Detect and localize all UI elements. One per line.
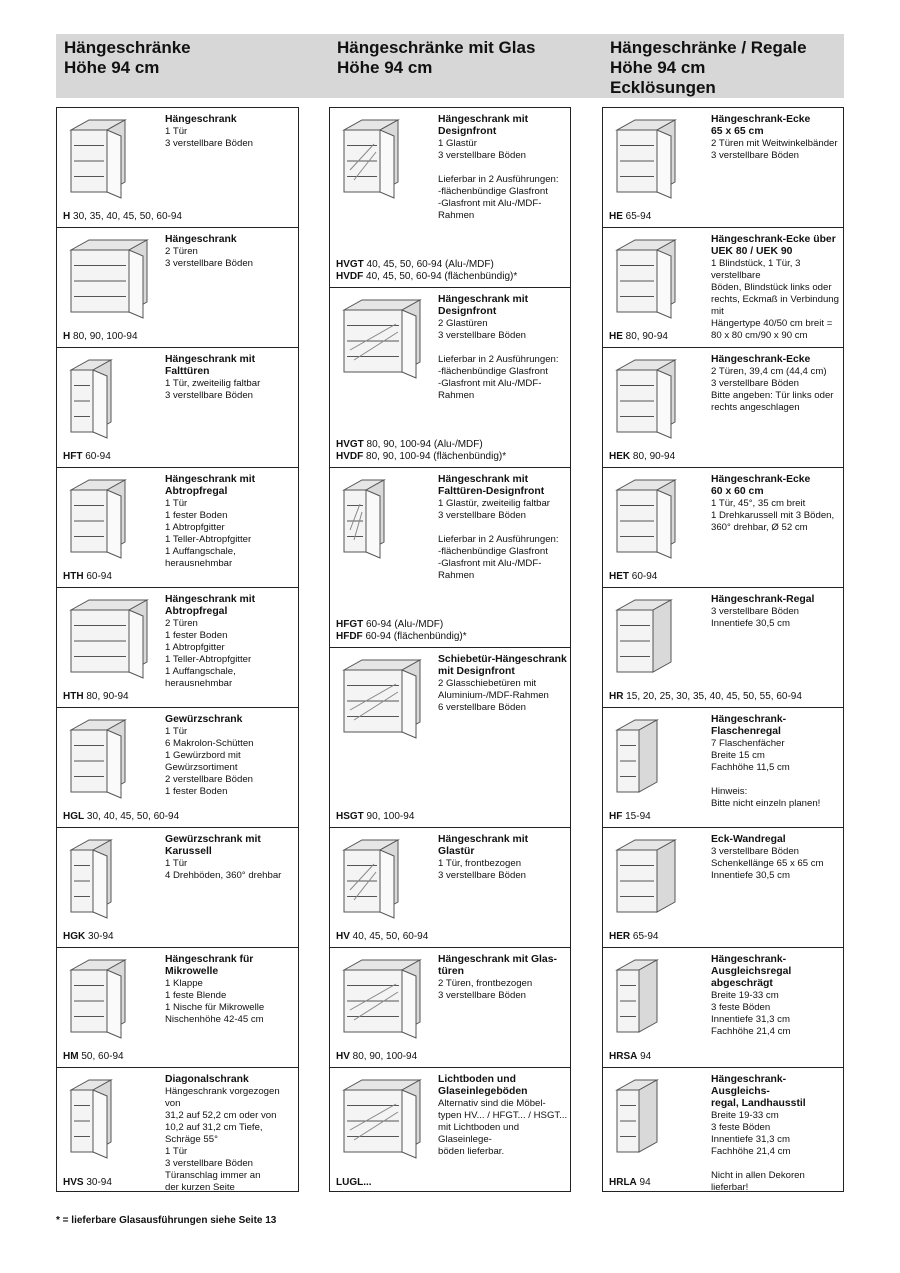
type-code: HF xyxy=(609,811,623,822)
product-specs: 2 Glasschiebetüren mit Aluminium-/MDF-Rahmen 6 verstellbare Böden xyxy=(438,678,549,713)
product-description xyxy=(711,714,841,810)
product-card xyxy=(603,348,843,468)
product-card xyxy=(603,708,843,828)
product-code xyxy=(63,931,114,943)
product-card xyxy=(603,468,843,588)
corner-cabinet-icon xyxy=(607,114,703,206)
product-code xyxy=(609,1177,651,1189)
product-title: Hängeschrank mit Glas- türen xyxy=(438,954,557,977)
product-code xyxy=(336,259,517,283)
product-title: Hängeschrank- Flaschenregal xyxy=(711,714,787,737)
product-title: Hängeschrank xyxy=(165,234,237,245)
product-title: Hängeschrank-Regal xyxy=(711,594,815,605)
available-widths: 90, 100-94 xyxy=(363,811,415,822)
type-code: HRLA xyxy=(609,1177,637,1188)
spice-cabinet-icon xyxy=(61,714,157,806)
product-card xyxy=(57,348,298,468)
product-code xyxy=(336,811,414,823)
product-title: Hängeschrank mit Abtropfregal xyxy=(165,594,256,617)
glass-doors-cabinet-icon xyxy=(334,954,430,1046)
type-code: HFT xyxy=(63,451,83,462)
product-title: Hängeschrank-Ecke xyxy=(711,354,811,365)
product-description xyxy=(438,654,568,714)
type-code: HV xyxy=(336,931,350,942)
product-card xyxy=(330,948,570,1068)
type-code: HE xyxy=(609,331,623,342)
country-shelf-icon xyxy=(607,1074,703,1166)
product-code xyxy=(63,691,129,703)
type-code: H xyxy=(63,331,71,342)
product-specs: 1 Tür 6 Makrolon-Schütten 1 Gewürzbord mit Gewürzsortiment 2 verstellbare Böden 1 fester Boden xyxy=(165,726,254,797)
available-widths: 94 xyxy=(637,1051,652,1062)
column-heading-ecklosungen: Hängeschränke / Regale Höhe 94 cm Ecklösungen xyxy=(610,38,807,97)
product-title: Hängeschrank-Ecke 60 x 60 cm xyxy=(711,474,811,497)
product-code xyxy=(609,931,658,943)
product-description xyxy=(711,114,841,162)
product-title: Hängeschrank mit Designfront xyxy=(438,114,529,137)
corner-cabinet-2door-icon xyxy=(607,354,703,446)
type-code: HM xyxy=(63,1051,79,1062)
product-card xyxy=(330,648,570,828)
type-code: LUGL... xyxy=(336,1177,372,1188)
product-description xyxy=(165,594,296,690)
product-specs: Alternativ sind die Möbel- typen HV... / HFGT... / HSGT... mit Lichtboden und Glaseinlege- böden lieferbar. xyxy=(438,1098,568,1157)
product-card xyxy=(57,948,298,1068)
product-title: Lichtboden und Glaseinlegeböden xyxy=(438,1074,528,1097)
available-widths: 65-94 xyxy=(630,931,659,942)
product-code xyxy=(336,619,467,643)
product-title: Hängeschrank- Ausgleichsregal abgeschrägt xyxy=(711,954,792,989)
glass-folding-cabinet-icon xyxy=(334,474,430,566)
product-specs: 1 Tür, frontbezogen 3 verstellbare Böden xyxy=(438,858,526,881)
product-specs: 1 Tür, 45°, 35 cm breit 1 Drehkarussell mit 3 Böden, 360° drehbar, Ø 52 cm xyxy=(711,498,835,533)
product-title: Gewürzschrank xyxy=(165,714,243,725)
product-card xyxy=(330,1068,570,1193)
product-specs: 1 Tür 3 verstellbare Böden xyxy=(165,126,253,149)
product-description xyxy=(711,1074,841,1194)
product-title: Hängeschrank xyxy=(165,114,237,125)
glass-cabinet-2door-icon xyxy=(334,294,430,386)
available-widths: 94 xyxy=(636,1177,651,1188)
available-widths: 60-94 xyxy=(83,571,112,582)
product-code xyxy=(609,211,651,223)
product-description xyxy=(165,114,296,150)
type-code: HFGT xyxy=(336,619,364,630)
product-description xyxy=(165,714,296,798)
product-specs: 1 Glastür 3 verstellbare Böden Lieferbar in 2 Ausführungen: -flächenbündige Glasfront -Glasfront mit Alu-/MDF-Rahmen xyxy=(438,138,559,221)
type-code: HGL xyxy=(63,811,85,822)
product-card xyxy=(57,1068,298,1193)
product-description xyxy=(711,234,841,342)
type-code: HE xyxy=(609,211,623,222)
type-code: HSGT xyxy=(336,811,364,822)
product-card xyxy=(603,588,843,708)
product-description xyxy=(165,954,296,1026)
corner-carousel-icon xyxy=(607,474,703,566)
product-specs: 1 Glastür, zweiteilig faltbar 3 verstellbare Böden Lieferbar in 2 Ausführungen: -flächenbündige Glasfront -Glasfront mit Alu-/MDF-Rahmen xyxy=(438,498,559,581)
glass-cabinet-icon xyxy=(334,114,430,206)
product-description xyxy=(438,294,568,402)
glass-door-cabinet-icon xyxy=(334,834,430,926)
product-title: Hängeschrank-Ecke über UEK 80 / UEK 90 xyxy=(711,234,836,257)
product-code xyxy=(63,211,182,223)
product-card xyxy=(603,1068,843,1193)
product-column-haengeschraenke xyxy=(56,107,299,1192)
product-specs: 1 Tür 4 Drehböden, 360° drehbar xyxy=(165,858,282,881)
product-specs: 3 verstellbare Böden Schenkellänge 65 x 65 cm Innentiefe 30,5 cm xyxy=(711,846,824,881)
corner-cabinet-blind-icon xyxy=(607,234,703,326)
product-specs: 1 Tür 1 fester Boden 1 Abtropfgitter 1 Teller-Abtropfgitter 1 Auffangschale, herausnehmbar xyxy=(165,498,252,569)
cabinet-1door-icon xyxy=(61,114,157,206)
type-code: HTH xyxy=(63,691,84,702)
type-code: H xyxy=(63,211,71,222)
available-widths: 50, 60-94 xyxy=(78,1051,124,1062)
light-shelf-cabinet-icon xyxy=(334,1074,430,1166)
product-specs: Hängeschrank vorgezogen von 31,2 auf 52,2 cm oder von 10,2 auf 31,2 cm Tiefe, Schräge 55° 1 Tür 3 verstellbare Böden Türanschlag immer an der kurzen Seite xyxy=(165,1086,280,1193)
available-widths: 60-94 (Alu-/MDF) xyxy=(363,619,444,630)
product-description xyxy=(438,474,568,582)
available-widths: 60-94 xyxy=(629,571,658,582)
product-title: Hängeschrank mit Glastür xyxy=(438,834,529,857)
cabinet-2door-icon xyxy=(61,234,157,326)
product-title: Hängeschrank-Ecke 65 x 65 cm xyxy=(711,114,811,137)
available-widths: 60-94 xyxy=(82,451,111,462)
available-widths: 80, 90, 100-94 xyxy=(70,331,138,342)
product-specs: 2 Glastüren 3 verstellbare Böden Lieferbar in 2 Ausführungen: -flächenbündige Glasfront -Glasfront mit Alu-/MDF-Rahmen xyxy=(438,318,559,401)
product-description xyxy=(165,834,296,882)
product-card xyxy=(330,828,570,948)
available-widths: 80, 90-94 xyxy=(630,451,676,462)
product-title: Hängeschrank mit Falttüren xyxy=(165,354,256,377)
product-card xyxy=(57,108,298,228)
product-description xyxy=(438,114,568,222)
product-title: Gewürzschrank mit Karussell xyxy=(165,834,261,857)
product-card xyxy=(603,948,843,1068)
type-code: HR xyxy=(609,691,624,702)
product-title: Schiebetür-Hängeschrank mit Designfront xyxy=(438,654,567,677)
product-description xyxy=(711,594,841,630)
type-code: HVDF xyxy=(336,451,364,462)
product-description xyxy=(165,474,296,570)
available-widths: 15, 20, 25, 30, 35, 40, 45, 50, 55, 60-94 xyxy=(623,691,802,702)
type-code: HET xyxy=(609,571,629,582)
product-code xyxy=(609,691,802,703)
product-code xyxy=(336,931,428,943)
cabinet-folding-door-icon xyxy=(61,354,157,446)
product-card xyxy=(603,228,843,348)
product-card xyxy=(330,468,570,648)
available-widths: 40, 45, 50, 60-94 xyxy=(349,931,429,942)
microwave-cabinet-icon xyxy=(61,954,157,1046)
product-title: Hängeschrank mit Designfront xyxy=(438,294,529,317)
product-title: Hängeschrank-Ausgleichs- regal, Landhausstil xyxy=(711,1074,806,1109)
sliding-glass-cabinet-icon xyxy=(334,654,430,746)
available-widths: 80, 90-94 xyxy=(83,691,129,702)
product-code xyxy=(63,571,112,583)
product-title: Eck-Wandregal xyxy=(711,834,786,845)
product-specs: 2 Türen 3 verstellbare Böden xyxy=(165,246,253,269)
product-description xyxy=(165,354,296,402)
footnote: * = lieferbare Glasausführungen siehe Seite 13 xyxy=(56,1215,277,1226)
product-description xyxy=(711,474,841,534)
available-widths: 80, 90, 100-94 (flächenbündig)* xyxy=(363,451,507,462)
type-code: HTH xyxy=(63,571,84,582)
product-specs: 1 Tür, zweiteilig faltbar 3 verstellbare Böden xyxy=(165,378,261,401)
type-code: HEK xyxy=(609,451,631,462)
product-description xyxy=(711,354,841,414)
product-specs: 2 Türen, frontbezogen 3 verstellbare Böden xyxy=(438,978,533,1001)
type-code: HVS xyxy=(63,1177,84,1188)
product-specs: Breite 19-33 cm 3 feste Böden Innentiefe 31,3 cm Fachhöhe 21,4 cm xyxy=(711,990,791,1037)
product-card xyxy=(57,708,298,828)
product-description xyxy=(438,1074,568,1158)
available-widths: 65-94 xyxy=(622,211,652,222)
product-card xyxy=(330,108,570,288)
product-specs: 2 Türen mit Weitwinkelbänder 3 verstellbare Böden xyxy=(711,138,838,161)
product-title: Hängeschrank mit Abtropfregal xyxy=(165,474,256,497)
available-widths: 30, 40, 45, 50, 60-94 xyxy=(84,811,180,822)
product-code xyxy=(609,1051,651,1063)
product-specs: 2 Türen, 39,4 cm (44,4 cm) 3 verstellbare Böden Bitte angeben: Tür links oder rechts angeschlagen xyxy=(711,366,834,413)
type-code: HFDF xyxy=(336,631,363,642)
type-code: HVDF xyxy=(336,271,364,282)
product-description xyxy=(711,834,841,882)
product-specs: 1 Klappe 1 feste Blende 1 Nische für Mikrowelle Nischenhöhe 42-45 cm xyxy=(165,978,265,1025)
product-description xyxy=(711,954,841,1038)
open-shelf-icon xyxy=(607,594,703,686)
cabinet-drainer-2door-icon xyxy=(61,594,157,686)
type-code: HVGT xyxy=(336,259,364,270)
product-code xyxy=(336,439,506,463)
product-description xyxy=(438,954,568,1002)
available-widths: 30-94 xyxy=(83,1177,112,1188)
product-specs: 1 Blindstück, 1 Tür, 3 verstellbare Böden, Blindstück links oder rechts, Eckmaß in Verbindung mit Hängertype 40/50 cm breit = 80 x 80 cm/90 x 90 cm xyxy=(711,258,839,341)
available-widths: 30, 35, 40, 45, 50, 60-94 xyxy=(70,211,182,222)
column-heading-haengeschraenke-glas: Hängeschränke mit Glas Höhe 94 cm xyxy=(337,38,536,77)
type-code: HVGT xyxy=(336,439,364,450)
available-widths: 15-94 xyxy=(622,811,651,822)
product-description xyxy=(438,834,568,882)
product-code xyxy=(63,331,138,343)
available-widths: 80, 90-94 xyxy=(622,331,668,342)
product-code xyxy=(63,1177,112,1189)
type-code: HV xyxy=(336,1051,350,1062)
product-title: Diagonalschrank xyxy=(165,1074,249,1085)
product-code xyxy=(63,1051,124,1063)
available-widths: 40, 45, 50, 60-94 (flächenbündig)* xyxy=(363,271,518,282)
product-description xyxy=(165,234,296,270)
available-widths: 40, 45, 50, 60-94 (Alu-/MDF) xyxy=(363,259,494,270)
product-specs: 3 verstellbare Böden Innentiefe 30,5 cm xyxy=(711,606,799,629)
product-code xyxy=(609,331,668,343)
bottle-rack-icon xyxy=(607,714,703,806)
product-code xyxy=(609,571,657,583)
product-description xyxy=(165,1074,296,1194)
product-code xyxy=(609,811,651,823)
product-specs: 2 Türen 1 fester Boden 1 Abtropfgitter 1 Teller-Abtropfgitter 1 Auffangschale, herausnehmbar xyxy=(165,618,252,689)
product-column-ecklosungen xyxy=(602,107,844,1192)
column-heading-haengeschraenke: Hängeschränke Höhe 94 cm xyxy=(64,38,191,77)
available-widths: 30-94 xyxy=(85,931,114,942)
available-widths: 80, 90, 100-94 xyxy=(349,1051,418,1062)
product-card xyxy=(603,828,843,948)
product-code xyxy=(609,451,675,463)
product-column-glas xyxy=(329,107,571,1192)
corner-wall-shelf-icon xyxy=(607,834,703,926)
angled-shelf-icon xyxy=(607,954,703,1046)
product-title: Hängeschrank mit Falttüren-Designfront xyxy=(438,474,545,497)
type-code: HGK xyxy=(63,931,86,942)
product-code xyxy=(336,1177,372,1189)
product-specs: 7 Flaschenfächer Breite 15 cm Fachhöhe 11,5 cm Hinweis: Bitte nicht einzeln planen! xyxy=(711,738,821,809)
cabinet-drainer-icon xyxy=(61,474,157,566)
spice-carousel-icon xyxy=(61,834,157,926)
product-code xyxy=(336,1051,417,1063)
product-code xyxy=(63,451,111,463)
type-code: HER xyxy=(609,931,631,942)
diagonal-cabinet-icon xyxy=(61,1074,157,1166)
product-card xyxy=(603,108,843,228)
product-card xyxy=(57,828,298,948)
product-specs: Breite 19-33 cm 3 feste Böden Innentiefe 31,3 cm Fachhöhe 21,4 cm Nicht in allen Dekoren lieferbar! xyxy=(711,1110,805,1193)
available-widths: 80, 90, 100-94 (Alu-/MDF) xyxy=(363,439,483,450)
product-card xyxy=(57,468,298,588)
product-card xyxy=(330,288,570,468)
type-code: HRSA xyxy=(609,1051,638,1062)
product-card xyxy=(57,228,298,348)
available-widths: 60-94 (flächenbündig)* xyxy=(362,631,467,642)
product-title: Hängeschrank für Mikrowelle xyxy=(165,954,254,977)
product-card xyxy=(57,588,298,708)
product-code xyxy=(63,811,179,823)
